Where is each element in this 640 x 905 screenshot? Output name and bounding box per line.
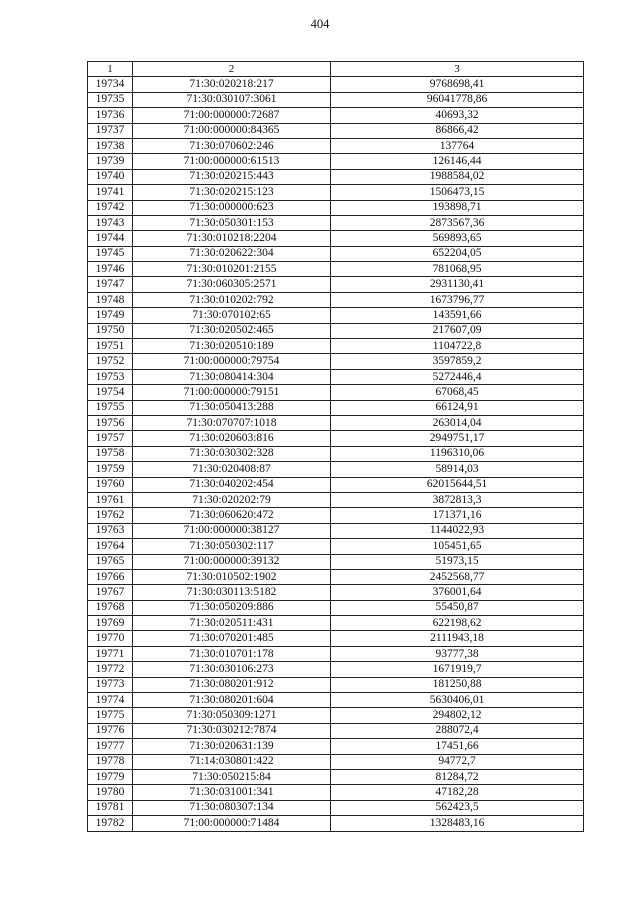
table-row (88, 769, 584, 784)
cadastral-number-cell: 71:30:010218:2204 (133, 231, 331, 246)
cadastral-number-cell: 71:30:020511:431 (133, 616, 331, 631)
row-number-cell: 19752 (88, 354, 133, 369)
value-cell: 126146,44 (331, 154, 584, 169)
table-row (88, 277, 584, 292)
table-row (88, 785, 584, 800)
cadastral-number-cell: 71:00:000000:39132 (133, 554, 331, 569)
value-cell: 1196310,06 (331, 446, 584, 461)
value-cell: 1673796,77 (331, 292, 584, 307)
cadastral-number-cell: 71:30:020502:465 (133, 323, 331, 338)
cadastral-number-cell: 71:30:000000:623 (133, 200, 331, 215)
value-cell: 17451,66 (331, 739, 584, 754)
table-row (88, 477, 584, 492)
table-row (88, 816, 584, 831)
value-cell: 143591,66 (331, 308, 584, 323)
value-cell: 781068,95 (331, 262, 584, 277)
value-cell: 1506473,15 (331, 185, 584, 200)
value-cell: 62015644,51 (331, 477, 584, 492)
row-number-cell: 19739 (88, 154, 133, 169)
cadastral-number-cell: 71:30:030107:3061 (133, 92, 331, 107)
cadastral-number-cell: 71:30:010202:792 (133, 292, 331, 307)
table-body (88, 77, 584, 831)
table-row (88, 400, 584, 415)
value-cell: 94772,7 (331, 754, 584, 769)
cadastral-number-cell: 71:30:020215:123 (133, 185, 331, 200)
row-number-cell: 19741 (88, 185, 133, 200)
row-number-cell: 19766 (88, 569, 133, 584)
row-number-cell: 19782 (88, 816, 133, 831)
value-cell: 569893,65 (331, 231, 584, 246)
row-number-cell: 19754 (88, 385, 133, 400)
value-cell: 1144022,93 (331, 523, 584, 538)
cadastral-number-cell: 71:30:060305:2571 (133, 277, 331, 292)
table-row (88, 262, 584, 277)
row-number-cell: 19772 (88, 662, 133, 677)
row-number-cell: 19745 (88, 246, 133, 261)
value-cell: 5272446,4 (331, 369, 584, 384)
table-row (88, 492, 584, 507)
row-number-cell: 19765 (88, 554, 133, 569)
table-row (88, 693, 584, 708)
cadastral-number-cell: 71:30:080307:134 (133, 800, 331, 815)
cadastral-number-cell: 71:30:020218:217 (133, 77, 331, 92)
row-number-cell: 19756 (88, 415, 133, 430)
cadastral-number-cell: 71:30:070707:1018 (133, 415, 331, 430)
page-number: 404 (310, 17, 330, 31)
table-row (88, 108, 584, 123)
table-row (88, 323, 584, 338)
value-cell: 1671919,7 (331, 662, 584, 677)
cadastral-number-cell: 71:00:000000:72687 (133, 108, 331, 123)
table-row (88, 754, 584, 769)
table-row (88, 246, 584, 261)
cadastral-number-cell: 71:00:000000:84365 (133, 123, 331, 138)
table-row (88, 339, 584, 354)
table-row (88, 308, 584, 323)
row-number-cell: 19777 (88, 739, 133, 754)
row-number-cell: 19763 (88, 523, 133, 538)
value-cell: 55450,87 (331, 600, 584, 615)
cadastral-number-cell: 71:30:020622:304 (133, 246, 331, 261)
cadastral-number-cell: 71:30:030302:328 (133, 446, 331, 461)
value-cell: 1328483,16 (331, 816, 584, 831)
cadastral-number-cell: 71:30:020408:87 (133, 462, 331, 477)
value-cell: 263014,04 (331, 415, 584, 430)
value-cell: 622198,62 (331, 616, 584, 631)
cadastral-number-cell: 71:30:031001:341 (133, 785, 331, 800)
row-number-cell: 19740 (88, 169, 133, 184)
value-cell: 376001,64 (331, 585, 584, 600)
table-row (88, 539, 584, 554)
value-cell: 40693,32 (331, 108, 584, 123)
value-cell: 2452568,77 (331, 569, 584, 584)
row-number-cell: 19770 (88, 631, 133, 646)
table-row (88, 431, 584, 446)
row-number-cell: 19776 (88, 723, 133, 738)
table-row (88, 415, 584, 430)
cadastral-number-cell: 71:30:040202:454 (133, 477, 331, 492)
table-row (88, 185, 584, 200)
row-number-cell: 19771 (88, 646, 133, 661)
table-row (88, 600, 584, 615)
table-row (88, 92, 584, 107)
row-number-cell: 19779 (88, 769, 133, 784)
table-row (88, 385, 584, 400)
cadastral-number-cell: 71:30:020631:139 (133, 739, 331, 754)
row-number-cell: 19761 (88, 492, 133, 507)
table-row (88, 631, 584, 646)
cadastral-number-cell: 71:30:030212:7874 (133, 723, 331, 738)
cadastral-number-cell: 71:00:000000:61513 (133, 154, 331, 169)
column-header-value: 3 (331, 62, 584, 77)
value-cell: 5630406,01 (331, 693, 584, 708)
table-row (88, 569, 584, 584)
row-number-cell: 19767 (88, 585, 133, 600)
table-row (88, 446, 584, 461)
table-row (88, 739, 584, 754)
row-number-cell: 19738 (88, 138, 133, 153)
cadastral-number-cell: 71:30:080201:604 (133, 693, 331, 708)
cadastral-number-cell: 71:30:070602:246 (133, 138, 331, 153)
table-row (88, 723, 584, 738)
cadastral-number-cell: 71:00:000000:38127 (133, 523, 331, 538)
cadastral-number-cell: 71:30:020510:189 (133, 339, 331, 354)
table-row (88, 154, 584, 169)
row-number-cell: 19759 (88, 462, 133, 477)
row-number-cell: 19774 (88, 693, 133, 708)
row-number-cell: 19736 (88, 108, 133, 123)
row-number-cell: 19753 (88, 369, 133, 384)
row-number-cell: 19742 (88, 200, 133, 215)
row-number-cell: 19758 (88, 446, 133, 461)
cadastral-number-cell: 71:30:020202:79 (133, 492, 331, 507)
registry-table (87, 61, 584, 832)
table-row (88, 200, 584, 215)
value-cell: 288072,4 (331, 723, 584, 738)
value-cell: 81284,72 (331, 769, 584, 784)
cadastral-number-cell: 71:30:050209:886 (133, 600, 331, 615)
row-number-cell: 19773 (88, 677, 133, 692)
table-row (88, 369, 584, 384)
value-cell: 67068,45 (331, 385, 584, 400)
table-row (88, 292, 584, 307)
value-cell: 294802,12 (331, 708, 584, 723)
row-number-cell: 19780 (88, 785, 133, 800)
value-cell: 217607,09 (331, 323, 584, 338)
value-cell: 2873567,36 (331, 215, 584, 230)
row-number-cell: 19751 (88, 339, 133, 354)
cadastral-number-cell: 71:00:000000:71484 (133, 816, 331, 831)
value-cell: 2931130,41 (331, 277, 584, 292)
row-number-cell: 19746 (88, 262, 133, 277)
value-cell: 3597859,2 (331, 354, 584, 369)
row-number-cell: 19748 (88, 292, 133, 307)
table-row (88, 646, 584, 661)
cadastral-number-cell: 71:30:050215:84 (133, 769, 331, 784)
table-row (88, 800, 584, 815)
table-row (88, 169, 584, 184)
row-number-cell: 19757 (88, 431, 133, 446)
value-cell: 562423,5 (331, 800, 584, 815)
cadastral-number-cell: 71:30:060620:472 (133, 508, 331, 523)
row-number-cell: 19778 (88, 754, 133, 769)
table-row (88, 585, 584, 600)
row-number-cell: 19768 (88, 600, 133, 615)
value-cell: 96041778,86 (331, 92, 584, 107)
row-number-cell: 19760 (88, 477, 133, 492)
table-row (88, 616, 584, 631)
cadastral-number-cell: 71:14:030801:422 (133, 754, 331, 769)
row-number-cell: 19755 (88, 400, 133, 415)
cadastral-number-cell: 71:30:010201:2155 (133, 262, 331, 277)
value-cell: 3872813,3 (331, 492, 584, 507)
value-cell: 86866,42 (331, 123, 584, 138)
cadastral-number-cell: 71:30:080414:304 (133, 369, 331, 384)
column-header-number: 1 (88, 62, 133, 77)
table-row (88, 554, 584, 569)
cadastral-number-cell: 71:30:020215:443 (133, 169, 331, 184)
value-cell: 137764 (331, 138, 584, 153)
column-header-cadastral: 2 (133, 62, 331, 77)
cadastral-number-cell: 71:30:030113:5182 (133, 585, 331, 600)
table-row (88, 138, 584, 153)
cadastral-number-cell: 71:30:070201:485 (133, 631, 331, 646)
cadastral-number-cell: 71:30:030106:273 (133, 662, 331, 677)
value-cell: 66124,91 (331, 400, 584, 415)
cadastral-number-cell: 71:30:050309:1271 (133, 708, 331, 723)
value-cell: 171371,16 (331, 508, 584, 523)
cadastral-number-cell: 71:30:010701:178 (133, 646, 331, 661)
table-row (88, 354, 584, 369)
row-number-cell: 19737 (88, 123, 133, 138)
row-number-cell: 19750 (88, 323, 133, 338)
value-cell: 2949751,17 (331, 431, 584, 446)
value-cell: 51973,15 (331, 554, 584, 569)
cadastral-number-cell: 71:30:050301:153 (133, 215, 331, 230)
row-number-cell: 19734 (88, 77, 133, 92)
row-number-cell: 19764 (88, 539, 133, 554)
row-number-cell: 19762 (88, 508, 133, 523)
table-row (88, 215, 584, 230)
table-row (88, 462, 584, 477)
cadastral-number-cell: 71:00:000000:79754 (133, 354, 331, 369)
row-number-cell: 19747 (88, 277, 133, 292)
cadastral-number-cell: 71:30:070102:65 (133, 308, 331, 323)
value-cell: 47182,28 (331, 785, 584, 800)
value-cell: 93777,38 (331, 646, 584, 661)
table-row (88, 708, 584, 723)
row-number-cell: 19743 (88, 215, 133, 230)
row-number-cell: 19744 (88, 231, 133, 246)
table-row (88, 77, 584, 92)
value-cell: 193898,71 (331, 200, 584, 215)
value-cell: 181250,88 (331, 677, 584, 692)
value-cell: 652204,05 (331, 246, 584, 261)
row-number-cell: 19749 (88, 308, 133, 323)
row-number-cell: 19735 (88, 92, 133, 107)
cadastral-number-cell: 71:30:020603:816 (133, 431, 331, 446)
cadastral-number-cell: 71:30:050413:288 (133, 400, 331, 415)
table-row (88, 523, 584, 538)
value-cell: 1104722,8 (331, 339, 584, 354)
cadastral-number-cell: 71:30:050302:117 (133, 539, 331, 554)
table-row (88, 123, 584, 138)
value-cell: 9768698,41 (331, 77, 584, 92)
cadastral-number-cell: 71:30:010502:1902 (133, 569, 331, 584)
cadastral-number-cell: 71:00:000000:79151 (133, 385, 331, 400)
value-cell: 105451,65 (331, 539, 584, 554)
table-row (88, 508, 584, 523)
table-row (88, 662, 584, 677)
table-row (88, 677, 584, 692)
table-header-row (88, 62, 584, 77)
value-cell: 58914,03 (331, 462, 584, 477)
cadastral-number-cell: 71:30:080201:912 (133, 677, 331, 692)
value-cell: 1988584,02 (331, 169, 584, 184)
row-number-cell: 19781 (88, 800, 133, 815)
table-row (88, 231, 584, 246)
row-number-cell: 19769 (88, 616, 133, 631)
value-cell: 2111943,18 (331, 631, 584, 646)
row-number-cell: 19775 (88, 708, 133, 723)
